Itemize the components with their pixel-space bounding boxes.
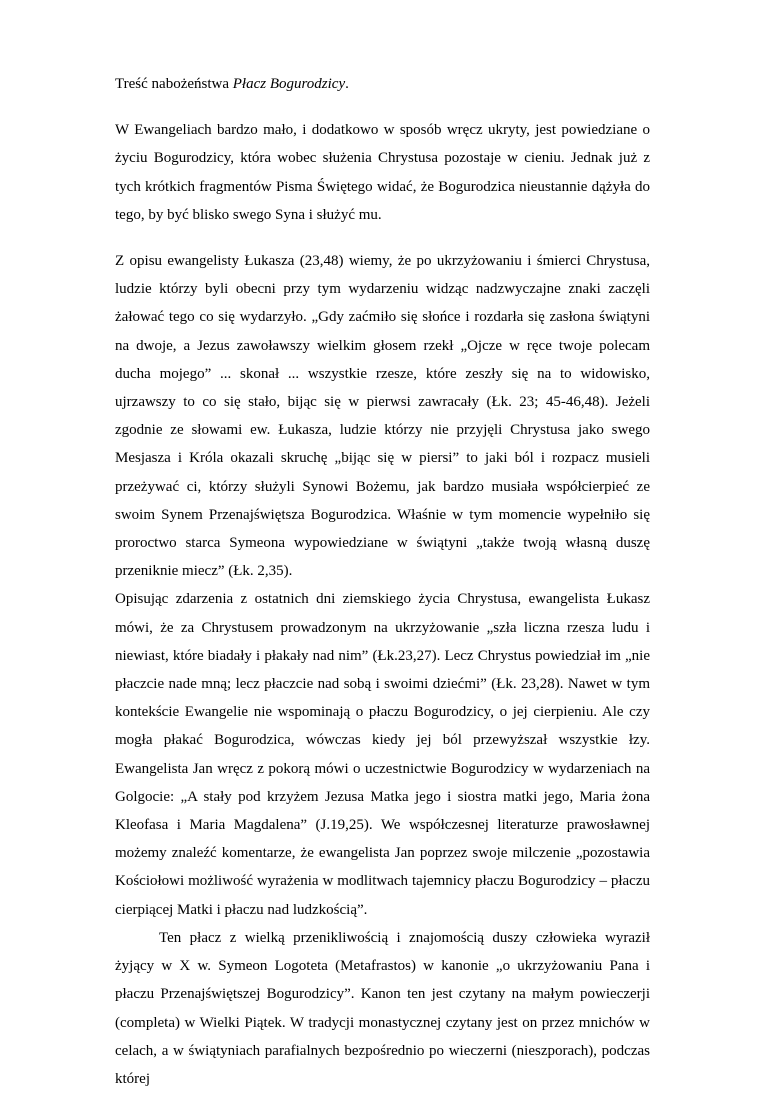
paragraph-2: Z opisu ewangelisty Łukasza (23,48) wiemy, że po ukrzyżowaniu i śmierci Chrystusa, ludzie którzy byli obecni przy tym wydarzeniu widząc nadzwyczajne znaki zaczęli żałować tego co się wydarzyło. „Gdy zaćmiło się słońce i rozdarła się zasłona świątyni na dwoje, a Jezus zawoławszy wielkim głosem rzekł „Ojcze w ręce twoje polecam ducha mojego” ... skonał ... wszystkie rzesze, które zeszły się na to widowisko, ujrzawszy to co się stało, bijąc się w pierwsi zawracały (Łk. 23; 45-46,48). Jeżeli zgodnie ze słowami ew. Łukasza, ludzie którzy nie przyjęli Chrystusa jako swego Mesjasza i Króla okazali skruchę „bijąc się w piersi” to jaki ból i rozpacz musieli przeżywać ci, którzy służyli Synowi Bożemu, jak bardzo musiała współcierpieć ze swoim Synem Przenajświętsza Bogurodzica. Właśnie w tym momencie wypełniło się proroctwo starca Symeona wypowiedziane w świątyni „także twoją własną duszę przeniknie miecz” (Łk. 2,35). xyxy=(115,253,650,580)
title-suffix: . xyxy=(345,76,349,92)
paragraph-3: Opisując zdarzenia z ostatnich dni ziemskiego życia Chrystusa, ewangelista Łukasz mówi, że za Chrystusem prowadzonym na ukrzyżowanie „szła liczna rzesza ludu i niewiast, które biadały i płakały nad nim” (Łk.23,27). Lecz Chrystus powiedział im „nie płaczcie nade mną; lecz płaczcie nad sobą i swoimi dziećmi” (Łk. 23,28). Nawet w tym kontekście Ewangelie nie wspominają o płaczu Bogurodzicy, o jej cierpieniu. Ale czy mogła płakać Bogurodzica, wówczas kiedy jej ból przewyższał wszystkie łzy. Ewangelista Jan wręcz z pokorą mówi o uczestnictwie Bogurodzicy w wydarzeniach na Golgocie: „A stały pod krzyżem Jezusa Matka jego i siostra matki jego, Maria żona Kleofasa i Maria Magdalena” (J.19,25). We współczesnej literaturze prawosławnej możemy znaleźć komentarze, że ewangelista Jan poprzez swoje milczenie „pozostawia Kościołowi możliwość wyrażenia w modlitwach tajemnicy płaczu Bogurodzicy – płaczu cierpiącej Matki i płaczu nad ludzkością”. xyxy=(115,591,650,918)
title-prefix: Treść nabożeństwa xyxy=(115,76,233,92)
paragraph-4: Ten płacz z wielką przenikliwością i znajomością duszy człowieka wyraził żyjący w X w. Symeon Logoteta (Metafrastos) w kanonie „o ukrzyżowaniu Pana i płaczu Przenajświętszej Bogurodzicy”. Kanon ten jest czytany na małym powieczerji (completa) w Wielki Piątek. W tradycji monastycznej czytany jest on przez mnichów w celach, a w świątyniach parafialnych bezpośrednio po wieczerni (nieszporach), podczas której xyxy=(115,929,650,1087)
document-page xyxy=(115,70,650,1093)
document-title xyxy=(115,70,650,98)
paragraph-1: W Ewangeliach bardzo mało, i dodatkowo w sposób wręcz ukryty, jest powiedziane o życiu Bogurodzicy, która wobec służenia Chrystusa pozostaje w cieniu. Jednak już z tych krótkich fragmentów Pisma Świętego widać, że Bogurodzica nieustannie dążyła do tego, by być blisko swego Syna i służyć mu. xyxy=(115,122,650,223)
title-italic: Płacz Bogurodzicy xyxy=(232,76,346,92)
